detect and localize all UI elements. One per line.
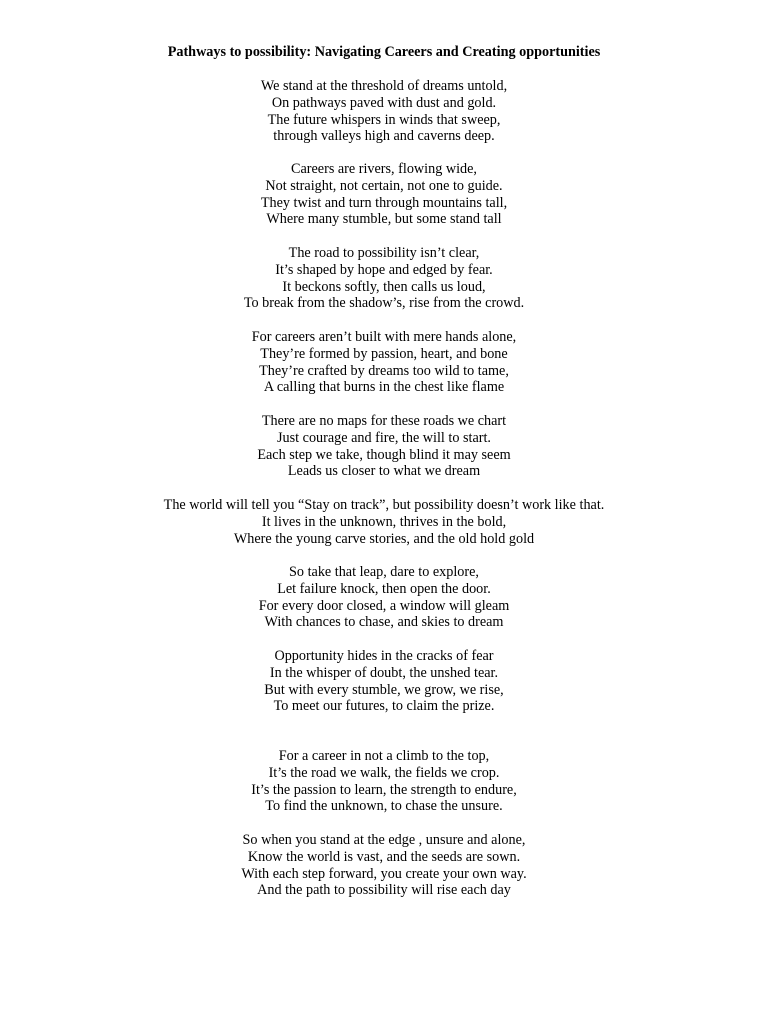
poem-stanza-1	[0, 78, 768, 145]
poem-stanza-8	[0, 648, 768, 715]
poem-line: In the whisper of doubt, the unshed tear.	[269, 664, 499, 681]
poem-line: It’s the road we walk, the fields we crop.	[268, 764, 500, 781]
poem-line: Where many stumble, but some stand tall	[266, 211, 502, 228]
poem-stanza-9	[0, 748, 768, 815]
poem-line: For a career in not a climb to the top,	[278, 748, 490, 764]
poem-line: Careers are rivers, flowing wide,	[291, 161, 477, 177]
poem-line: On pathways paved with dust and gold.	[271, 94, 497, 111]
poem-line: So when you stand at the edge , unsure and alone,	[242, 832, 526, 848]
poem-stanza-6	[0, 497, 768, 547]
poem-line: There are no maps for these roads we chart	[261, 413, 507, 429]
poem-line: It beckons softly, then calls us loud,	[282, 278, 486, 295]
poem-line: To find the unknown, to chase the unsure.	[265, 798, 503, 815]
poem-line: They’re formed by passion, heart, and bone	[260, 345, 508, 362]
poem-line: They’re crafted by dreams too wild to tame,	[259, 362, 509, 379]
poem-stanza-7	[0, 564, 768, 631]
poem-line: So take that leap, dare to explore,	[289, 564, 479, 580]
poem-line: Where the young carve stories, and the old hold gold	[233, 530, 535, 547]
poem-line: For every door closed, a window will gleam	[258, 597, 510, 614]
poem-line: It’s shaped by hope and edged by fear.	[275, 261, 493, 278]
poem-stanza-4	[0, 329, 768, 396]
poem-line: Know the world is vast, and the seeds are sown.	[247, 848, 521, 865]
poem-line: For careers aren’t built with mere hands alone,	[251, 329, 517, 345]
poem-line: The future whispers in winds that sweep,	[267, 111, 501, 128]
poem-line: To break from the shadow’s, rise from the crowd.	[243, 295, 525, 312]
poem-stanza-10	[0, 832, 768, 899]
poem-line: It lives in the unknown, thrives in the bold,	[261, 513, 507, 530]
poem-line: Let failure knock, then open the door.	[277, 580, 491, 597]
poem-line: The world will tell you “Stay on track”, but possibility doesn’t work like that.	[163, 497, 605, 513]
poem-stanza-2	[0, 161, 768, 228]
poem-line: With chances to chase, and skies to dream	[264, 614, 504, 631]
poem-line: Leads us closer to what we dream	[287, 463, 481, 480]
poem-line: It’s the passion to learn, the strength to endure,	[251, 781, 517, 798]
poem-line: With each step forward, you create your own way.	[241, 865, 527, 882]
poem-line: We stand at the threshold of dreams untold,	[260, 78, 508, 94]
poem-line: To meet our futures, to claim the prize.	[273, 698, 495, 715]
poem-line: Just courage and fire, the will to start.	[277, 429, 491, 446]
poem-line: They twist and turn through mountains tall,	[260, 194, 508, 211]
document-title: Pathways to possibility: Navigating Careers and Creating opportunities	[167, 44, 601, 60]
poem-line: Opportunity hides in the cracks of fear	[274, 648, 494, 664]
poem-stanza-5	[0, 413, 768, 480]
poem-line: The road to possibility isn’t clear,	[288, 245, 480, 261]
poem-line: Not straight, not certain, not one to guide.	[265, 177, 503, 194]
poem-line: through valleys high and caverns deep.	[273, 128, 495, 145]
poem-line: But with every stumble, we grow, we rise,	[264, 681, 504, 698]
poem-line: And the path to possibility will rise each day	[257, 882, 511, 899]
poem-line: Each step we take, though blind it may seem	[257, 446, 511, 463]
poem-stanza-3	[0, 245, 768, 312]
poem-line: A calling that burns in the chest like flame	[263, 379, 505, 396]
